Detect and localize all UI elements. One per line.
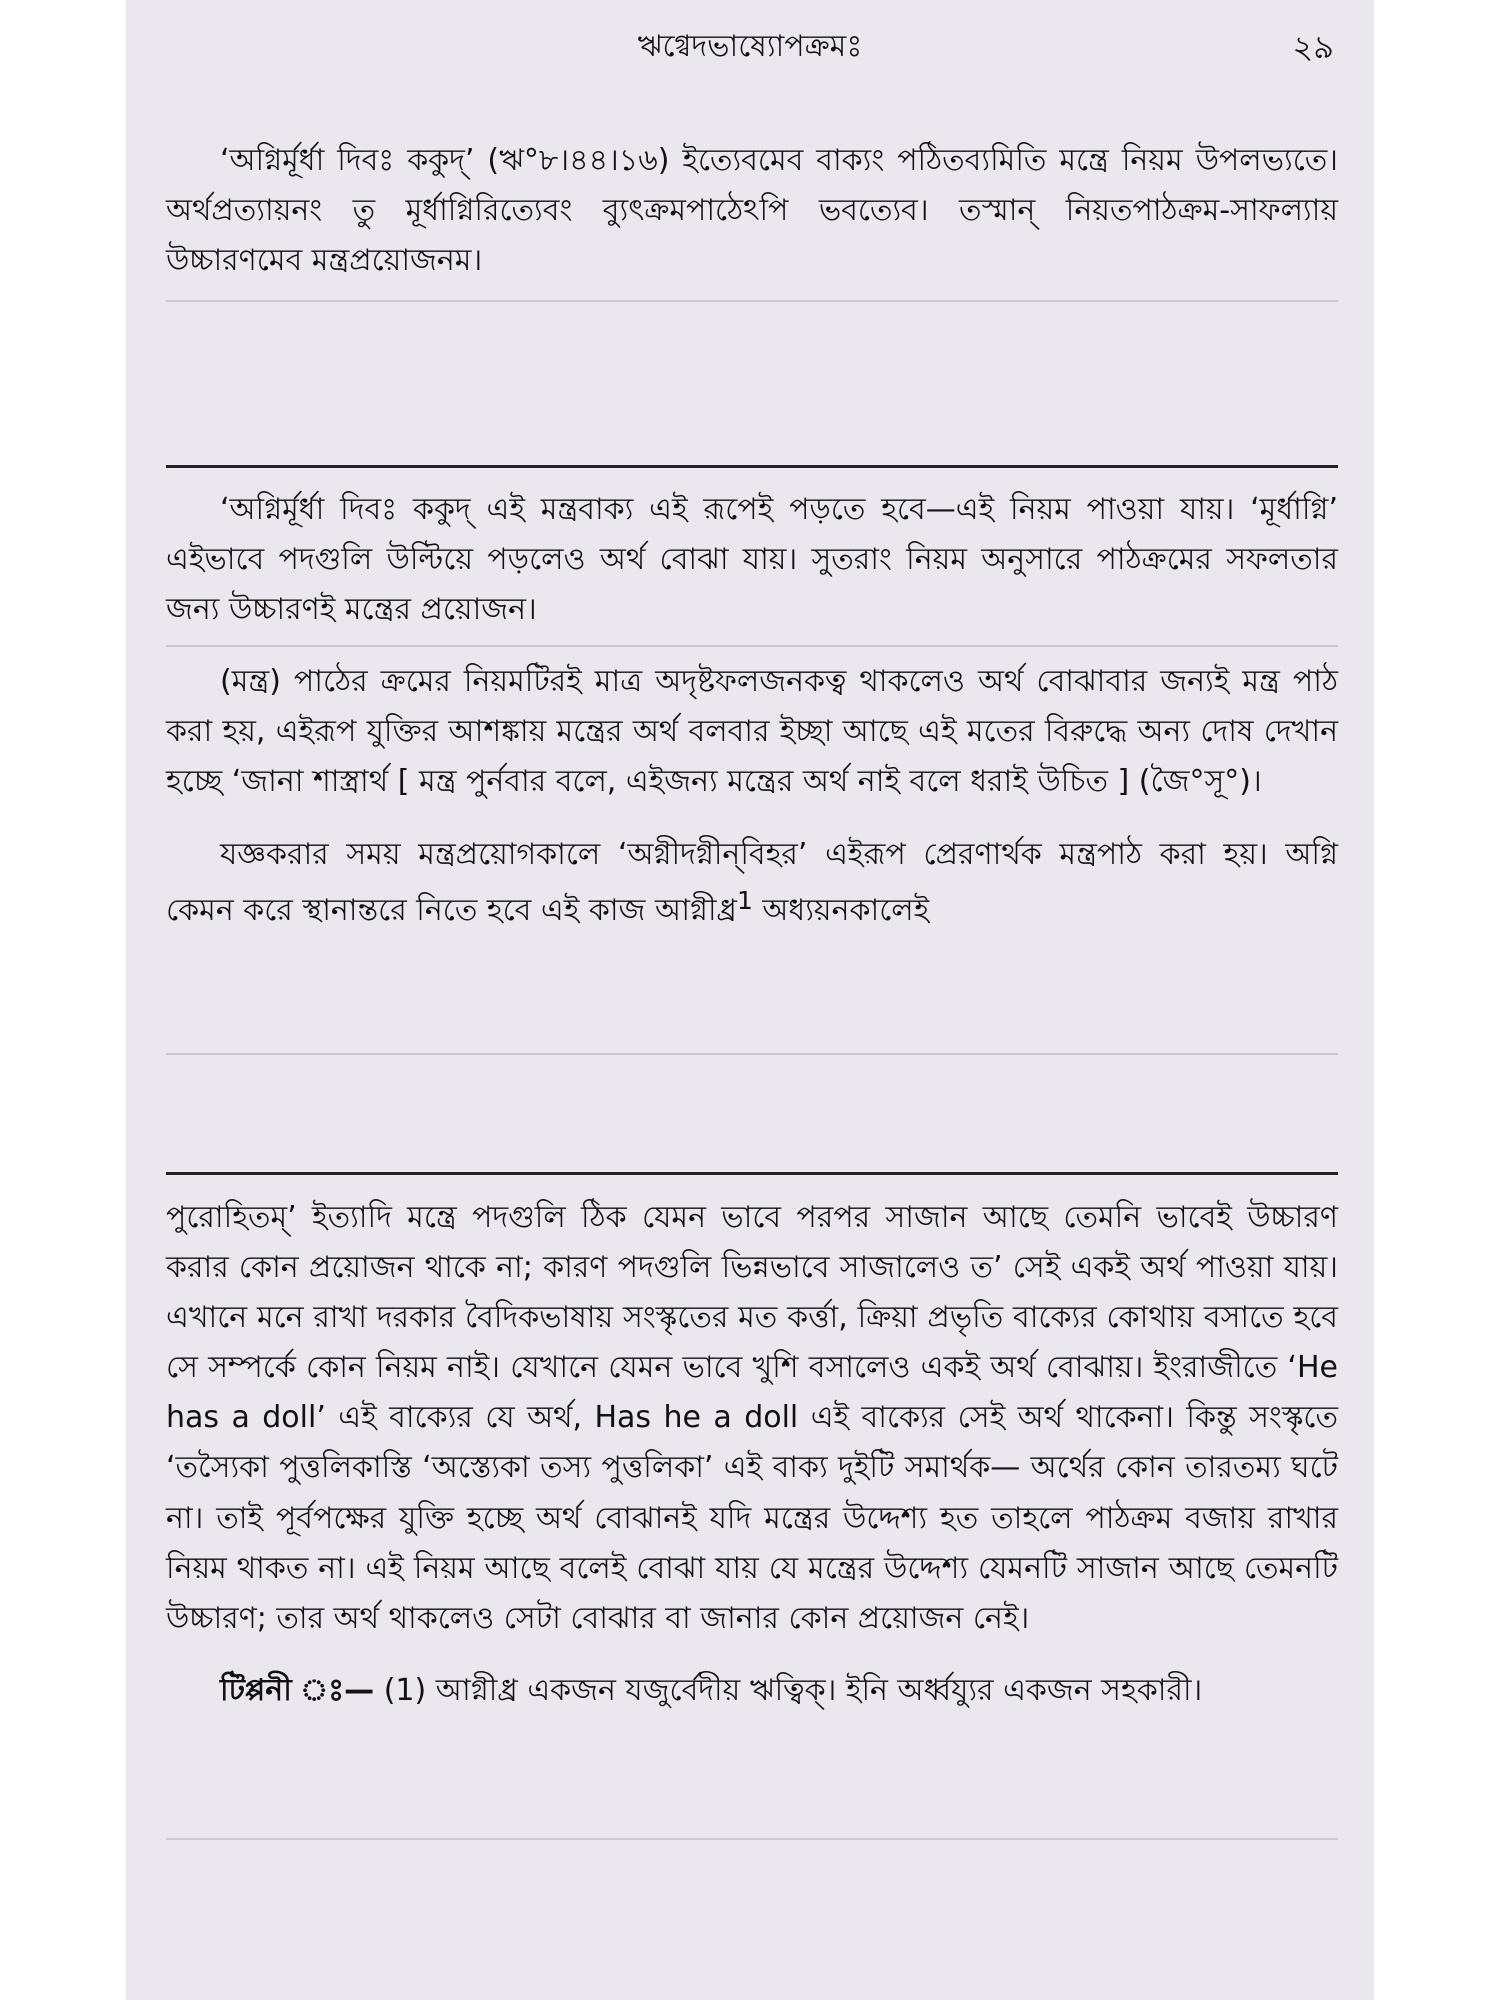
bleed-through-line	[166, 1053, 1338, 1055]
translation-paragraph-3-tail: অধ্যয়নকালেই	[752, 892, 930, 928]
translation-paragraph-3-text: যজ্ঞকরার সময় মন্ত্রপ্রয়োগকালে ‘অগ্নীদগ্নীন্‌বিহর’ এইরূপ প্রেরণার্থক মন্ত্রপাঠ করা হয়। অগ্নি কেমন করে স্থানান্তরে নিতে হবে এই কাজ আগ্নীধ্র	[166, 836, 1338, 928]
bleed-through-line	[166, 1838, 1338, 1840]
page-header	[126, 22, 1374, 72]
book-page	[126, 0, 1374, 2000]
continuation-paragraph: পুরোহিতম্’ ইত্যাদি মন্ত্রে পদগুলি ঠিক যেমন ভাবে পরপর সাজান আছে তেমনি ভাবেই উচ্চারণ করার কোন প্রয়োজন থাকে না; কারণ পদগুলি ভিন্নভাবে সাজালেও ত’ সেই একই অর্থ পাওয়া যায়। এখানে মনে রাখা দরকার বৈদিকভাষায় সংস্কৃতের মত কর্ত্তা, ক্রিয়া প্রভৃতি বাক্যের কোথায় বসাতে হবে সে সম্পর্কে কোন নিয়ম নাই। যেখানে যেমন ভাবে খুশি বসালেও একই অর্থ বোঝায়। ইংরাজীতে ‘He has a doll’ এই বাক্যের যে অর্থ, Has he a doll এই বাক্যের সেই অর্থ থাকেনা। কিন্তু সংস্কৃতে ‘তস্যৈকা পুত্তলিকাস্তি ‘অস্ত্যেকা তস্য পুত্তলিকা’ এই বাক্য দুইটি সমার্থক— অর্থের কোন তারতম্য ঘটে না। তাই পূর্বপক্ষের যুক্তি হচ্ছে অর্থ বোঝানই যদি মন্ত্রের উদ্দেশ্য হত তাহলে পাঠক্রম বজায় রাখার নিয়ম থাকত না। এই নিয়ম আছে বলেই বোঝা যায় যে মন্ত্রের উদ্দেশ্য যেমনটি সাজান আছে তেমনটি উচ্চারণ; তার অর্থ থাকলেও সেটা বোঝার বা জানার কোন প্রয়োজন নেই।	[166, 1200, 1338, 1636]
footnote-text: (1) আগ্নীধ্র একজন যজুর্বেদীয় ঋত্বিক্। ইনি অর্ধ্বয্যুর একজন সহকারী।	[374, 1672, 1203, 1708]
sanskrit-paragraph: ‘অগ্নির্মূর্ধা দিবঃ ককুদ্’ (ঋ°৮।৪৪।১৬) ইত্যেবমেব বাক্যং পঠিতব্যমিতি মন্ত্রে নিয়ম উপলভ্যতে। অর্থপ্রত্যায়নং তু মূর্ধাগ্নিরিত্যেবং ব্যুৎক্রমপাঠেঽপি ভবত্যেব। তস্মান্ নিয়তপাঠক্রম-সাফল্যায় উচ্চারণমেব মন্ত্রপ্রয়োজনম।	[166, 143, 1338, 279]
sanskrit-passage	[166, 136, 1338, 286]
page-number: ২৯	[1292, 28, 1334, 66]
translation-paragraph-3	[166, 830, 1338, 936]
translation-paragraph-1: ‘অগ্নির্মূর্ধা দিবঃ ককুদ্ এই মন্ত্রবাক্য এই রূপেই পড়তে হবে—এই নিয়ম পাওয়া যায়। ‘মূর্ধাগ্নি’ এইভাবে পদগুলি উল্টিয়ে পড়লেও অর্থ বোঝা যায়। সুতরাং নিয়ম অনুসারে পাঠক্রমের সফলতার জন্য উচ্চারণই মন্ত্রের প্রয়োজন।	[166, 492, 1338, 628]
translation-block	[166, 485, 1338, 936]
section-divider	[166, 465, 1338, 468]
translation-paragraph-2: (মন্ত্র) পাঠের ক্রমের নিয়মটিরই মাত্র অদৃষ্টফলজনকত্ব থাকলেও অর্থ বোঝাবার জন্যই মন্ত্র পাঠ করা হয়, এইরূপ যুক্তির আশঙ্কায় মন্ত্রের অর্থ বলবার ইচ্ছা আছে এই মতের বিরুদ্ধে অন্য দোষ দেখান হচ্ছে ‘জানা শাস্ত্রার্থ [ মন্ত্র পুর্নবার বলে, এইজন্য মন্ত্রের অর্থ নাই বলে ধরাই উচিত ] (জৈ°সূ°)।	[166, 664, 1338, 800]
footnote-marker: 1	[736, 885, 753, 915]
footnote	[166, 1666, 1338, 1716]
section-divider	[166, 1172, 1338, 1175]
bleed-through-line	[166, 300, 1338, 302]
continuation-block	[166, 1193, 1338, 1716]
footnote-label: টিপ্পনী ঃ—	[220, 1672, 375, 1708]
running-head: ঋগ্বেদভাষ্যোপক্রমঃ	[637, 29, 863, 64]
